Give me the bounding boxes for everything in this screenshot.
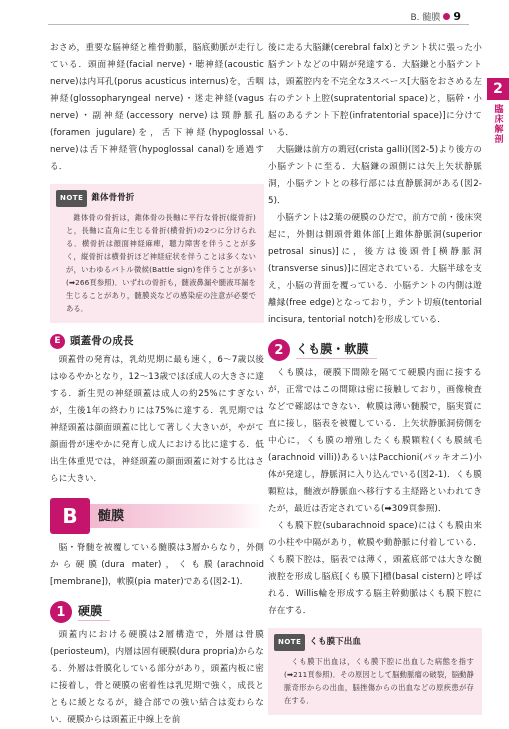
right-column xyxy=(268,40,482,723)
note-title: 錐体骨骨折 xyxy=(91,193,135,203)
heading-number: 1 xyxy=(50,601,72,623)
note-badge: NOTE xyxy=(274,634,305,651)
note-text: くも膜下出血は，くも膜下腔に出血した病態を指す(➡211頁参照)．その原因として脳動脈瘤の破裂，脳動静脈奇形からの出血，脳挫傷からの出血などの原疾患が存在する． xyxy=(284,657,474,705)
note-box xyxy=(50,184,264,323)
note-badge: NOTE xyxy=(56,190,87,207)
header-dot-icon xyxy=(443,13,450,20)
left-column xyxy=(50,40,264,729)
header-rule xyxy=(48,24,469,25)
chapter-tab-label: 臨床解剖 xyxy=(492,104,503,144)
paragraph: 後に走る大脳鎌(cerebral falx)とテント状に張った小脳テントなどの中隔が発達する．大脳鎌と小脳テントは，頭蓋腔内を不完全な3スペース[大脳をおさめる左右のテント上腔(supratentorial space)と，脳幹・小脳のあるテント下腔(infratentorial space)]に分けている． xyxy=(268,43,482,138)
numbered-heading xyxy=(50,601,264,623)
paragraph: 小脳テントは2葉の硬膜のひだで，前方で前・後床突起に，外側は側頭骨錐体部[上錐体静脈洞(superior petrosal sinus)]に，後方は後頭骨[横静脈洞(transverse sinus)]に固定されている．大脳半球を支え，小脳の背面を覆っている．小脳テントの内側は遊離縁(free edge)となっており，テント切痕(tentorial incisura, tentorial notch)を形成している． xyxy=(268,213,482,325)
subsection-letter: E xyxy=(50,334,65,349)
paragraph: 頭蓋内における硬膜は2層構造で，外層は骨膜(periosteum)，内層は固有硬膜(dura propria)からなる．外層は骨膜化している部分があり，頭蓋内板に密に接着し，骨と硬膜の密着性は乳児期で強く，成長とともに緩となるが，縫合部での強い結合は変わらない．硬膜からは頭蓋正中線上を前 xyxy=(50,630,264,725)
paragraph: くも膜は，硬膜下間隙を隔てて硬膜内面に接するが，正常ではこの間隙は密に接触しており，画像検査などで確認はできない．軟膜は薄い髄膜で，脳実質に直に接し，脳表を被覆している．上矢状静脈洞傍側を中心に，くも膜の増殖したくも膜顆粒(くも膜絨毛(arachnoid villi))あるいはPacchioni(パッキオニ)小体が発達し，静脈洞に入り込んでいる(図2-1)．くも膜顆粒は，髄液が静脈血へ移行する主経路といわれてきたが，最近は否定されている(➡309頁参照)． xyxy=(268,368,482,514)
section-heading xyxy=(50,498,264,534)
section-title: 髄膜 xyxy=(90,504,264,528)
paragraph: おさめ，重要な脳神経と椎骨動脈，脳底動脈が走行している．頭面神経(facial nerve)・聴神経(acoustic nerve)は内耳孔(porus acusticus internus)を，舌咽神経(glossopharyngeal nerve)・迷走神経(vagus nerve)・副神経(accessory nerve)は頸静脈孔(foramen jugulare)を，舌下神経(hypoglossal nerve)は舌下神経管(hypoglossal canal)を通過する． xyxy=(50,43,264,172)
heading-title: 硬膜 xyxy=(78,603,110,621)
paragraph: 脳・脊髄を被覆している髄膜は3層からなり，外側から硬膜(dura mater)，くも膜(arachnoid [membrane])，軟膜(pia mater)である(図2-1)． xyxy=(50,543,264,587)
subsection-heading xyxy=(50,333,264,350)
note-title: くも膜下出血 xyxy=(309,637,361,647)
chapter-tab xyxy=(487,78,509,144)
note-header xyxy=(274,634,474,651)
heading-number: 2 xyxy=(268,339,290,361)
note-header xyxy=(56,190,256,207)
page-number: 9 xyxy=(453,10,461,23)
running-header xyxy=(410,10,461,23)
note-text: 錐体骨の骨折は，錐体骨の長軸に平行な骨折(縦骨折)と，長軸に直角に生じる骨折(横骨折)の2つに分けられる．横骨折は顔面神経麻痺，聴力障害を伴うことが多く，縦骨折は横骨折ほど神経症状を伴うことは多くないが，いわゆるバトル徴候(Battle sign)を伴うことが多い(➡266頁参照)．いずれの骨折も，髄液鼻漏や髄液耳漏を生じることがあり，髄膜炎などの感染症の注意が必要である． xyxy=(66,213,256,313)
paragraph: くも膜下腔(subarachnoid space)にはくも膜由来の小柱や中隔があり，軟膜や動静脈に付着している．くも膜下腔は，脳表では薄く，頭蓋底部では大きな髄液腔を形成し脳底[くも膜下]槽(basal cistern)と呼ばれる．Willis輪を形成する脳主幹動脈はくも膜下腔に存在する． xyxy=(268,521,482,616)
header-section: B. 髄膜 xyxy=(410,13,441,23)
paragraph: 大脳鎌は前方の鶏冠(crista galli)(図2-5)より後方の小脳テントに至る．大脳鎌の頭側には矢上矢状静脈洞，小脳テントとの移行部には直静脈洞がある(図2-5)． xyxy=(268,145,482,206)
chapter-tab-number: 2 xyxy=(487,78,509,100)
heading-title: くも膜・軟膜 xyxy=(296,341,377,359)
numbered-heading xyxy=(268,339,482,361)
note-box xyxy=(268,628,482,715)
subsection-title: 頭蓋骨の成長 xyxy=(70,335,134,347)
paragraph: 頭蓋骨の発育は，乳幼児期に最も速く，6～7歳以後はゆるやかとなり，12～13歳でほぼ成人の大きさに達する．新生児の神経頭蓋は成人の約25%にすぎないが，生後1年の終わりには75%に達する．乳児期では神経頭蓋は顔面頭蓋に比して著しく大きいが，やがて顔面骨が速やかに発育し成人における比に達する．低出生体重児では，神経頭蓋の顔面頭蓋に対する比はさらに大きい． xyxy=(50,355,264,484)
section-letter: B xyxy=(50,498,90,534)
